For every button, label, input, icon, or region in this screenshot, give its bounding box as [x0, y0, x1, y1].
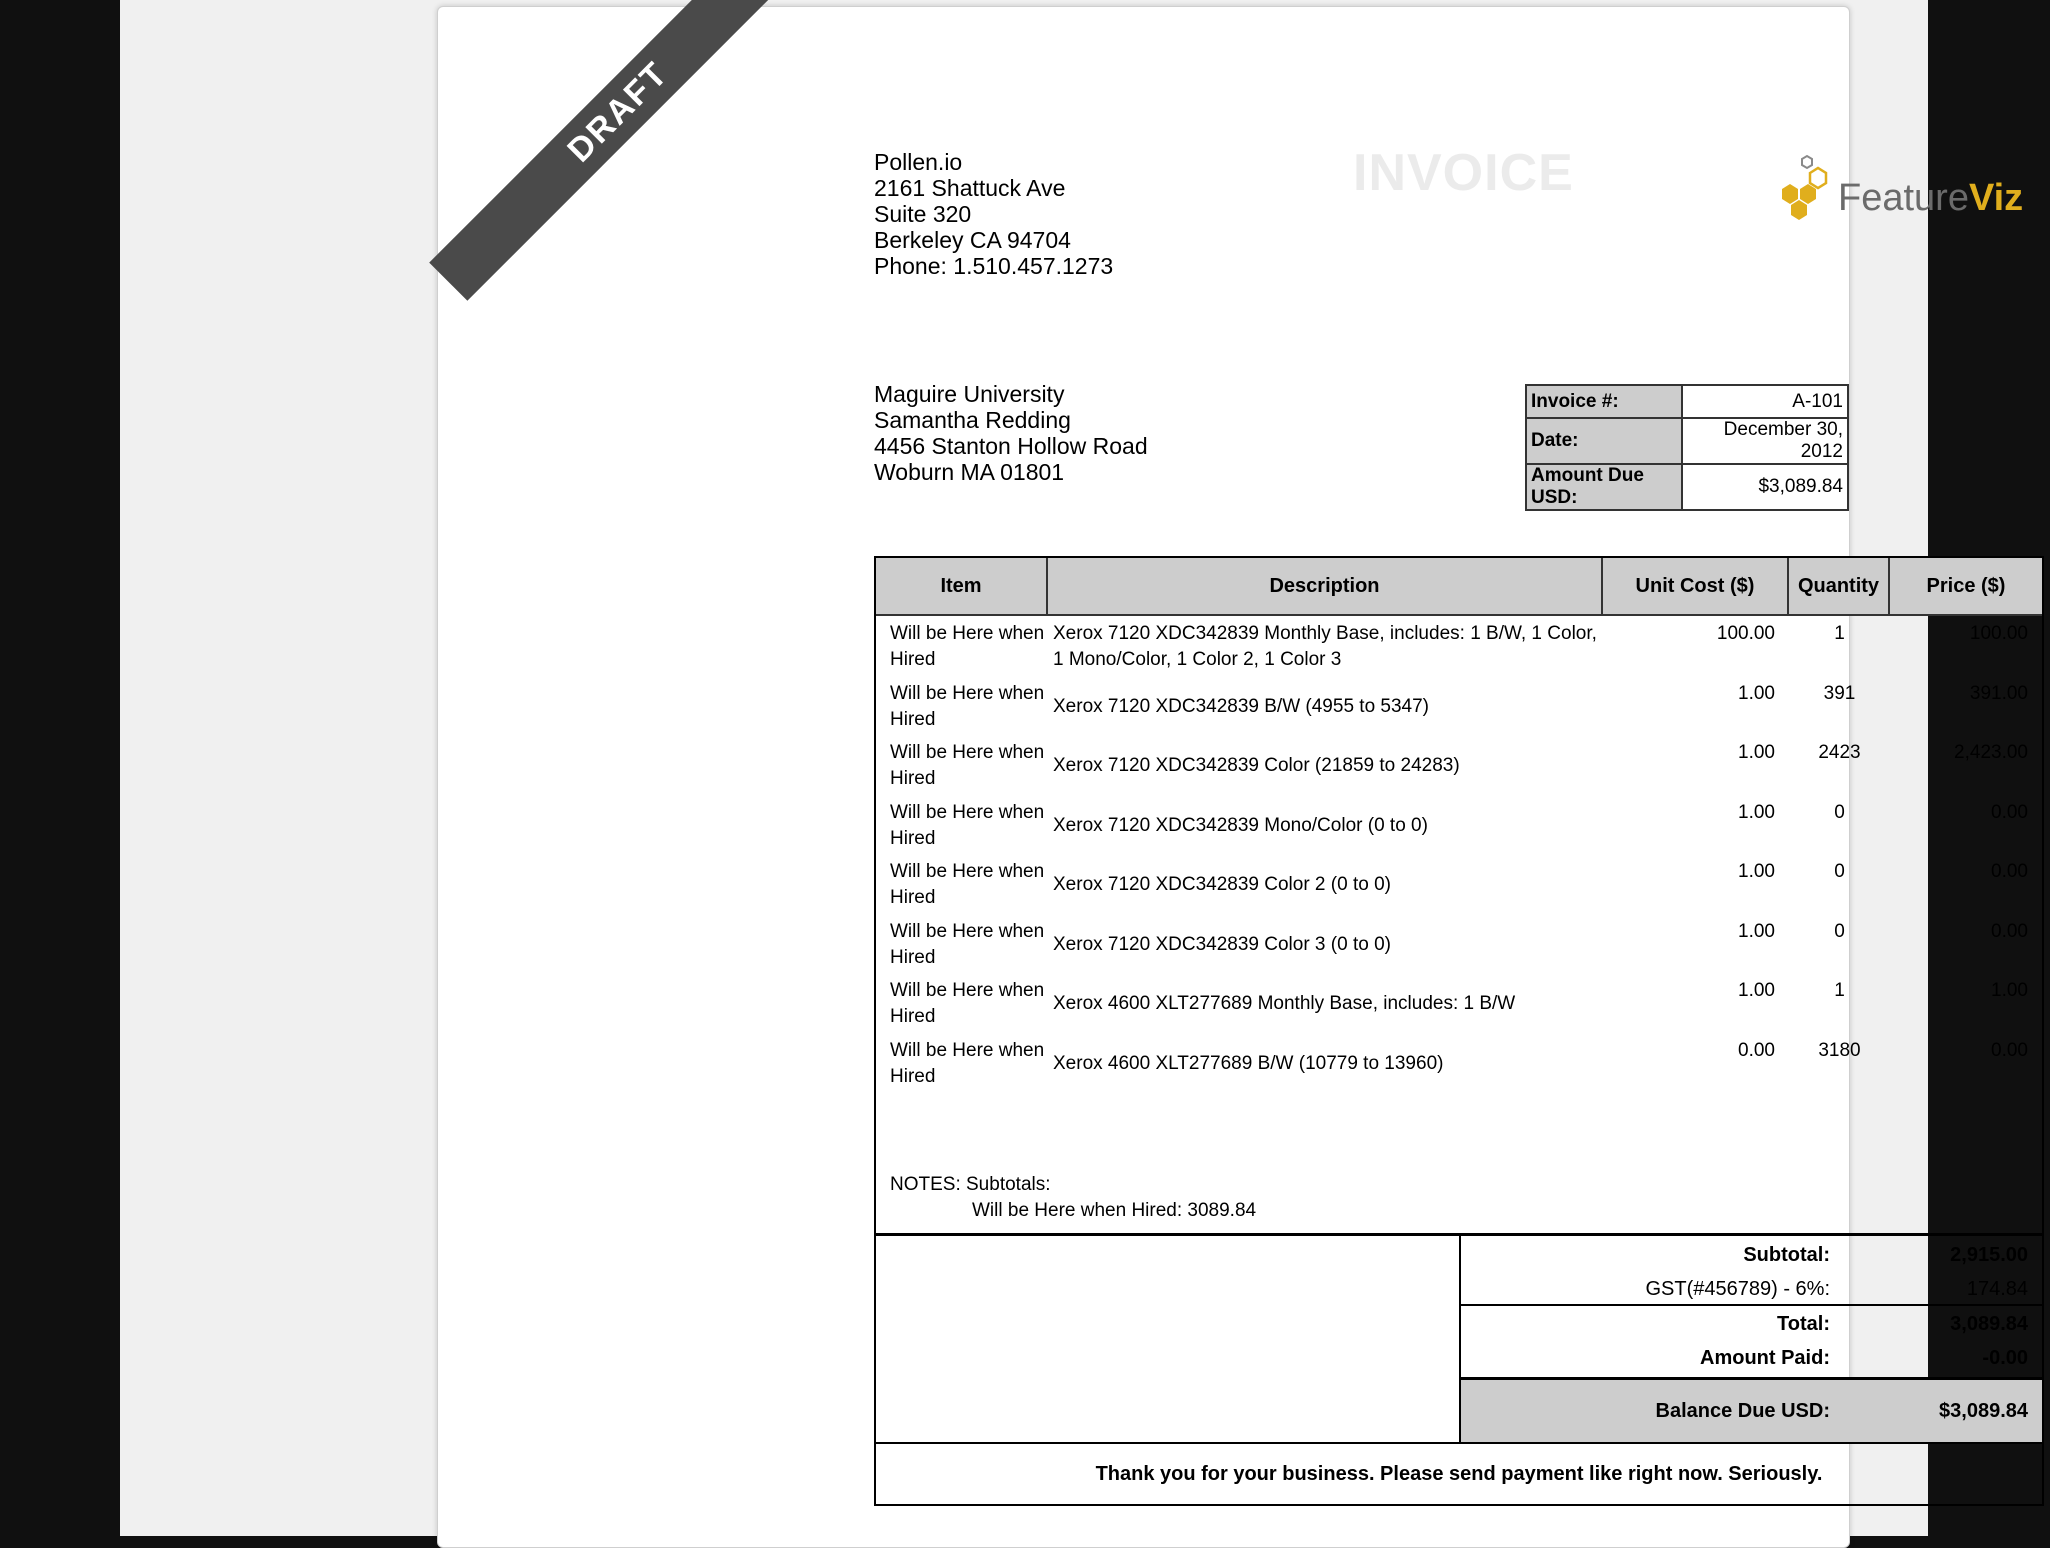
column-header-description: Description — [1048, 558, 1603, 614]
quantity-cell: 3180 — [1818, 1039, 1861, 1061]
item-cell: Will be Here when Hired — [890, 682, 1045, 730]
unit-cost-cell: 1.00 — [1738, 920, 1775, 942]
sender-phone: Phone: 1.510.457.1273 — [874, 253, 1114, 279]
column-header-item: Item — [876, 558, 1048, 614]
description-cell: Xerox 4600 XLT277689 Monthly Base, includes: 1 B/W — [1053, 993, 1516, 1014]
unit-cost-cell: 1.00 — [1738, 861, 1775, 882]
price-cell: 391.00 — [1969, 682, 2028, 704]
unit-cost-cell: 0.00 — [1738, 1039, 1775, 1061]
quantity-cell: 0 — [1834, 861, 1845, 882]
description-cell: Xerox 4600 XLT277689 B/W (10779 to 13960) — [1053, 1052, 1444, 1074]
totals-rule — [1461, 1304, 2042, 1306]
subtotal-row — [1461, 1238, 2042, 1272]
quantity-cell: 0 — [1834, 801, 1845, 823]
document-viewer — [120, 0, 2028, 1536]
logo-text-viz: Viz — [1968, 177, 2024, 219]
sender-city: Berkeley CA 94704 — [874, 227, 1071, 253]
meta-row — [1526, 464, 1848, 510]
amount-paid-row — [1461, 1341, 2042, 1375]
featureviz-logo — [1760, 153, 2050, 225]
table-row — [876, 1038, 2042, 1098]
item-cell: Will be Here when Hired — [890, 1039, 1045, 1087]
item-cell: Will be Here when Hired — [890, 980, 1045, 1027]
sender-name: Pollen.io — [874, 149, 963, 175]
table-row — [876, 621, 2042, 681]
balance-due-row — [1461, 1377, 2042, 1442]
subtotal-label: Subtotal: — [1743, 1244, 1830, 1266]
sender-address — [874, 149, 1113, 279]
notes-subtotal: Will be Here when Hired: 3089.84 — [972, 1200, 1257, 1221]
subtotal-value: 2,915.00 — [1950, 1244, 2028, 1266]
item-cell: Will be Here when Hired — [890, 742, 1045, 789]
table-row — [876, 978, 2042, 1038]
amount-paid-value: -0.00 — [1982, 1347, 2028, 1369]
meta-label: Invoice #: — [1526, 385, 1682, 418]
item-cell: Will be Here when Hired — [890, 801, 1045, 849]
description-cell: Xerox 7120 XDC342839 B/W (4955 to 5347) — [1053, 695, 1430, 717]
price-cell: 0.00 — [1991, 801, 2028, 823]
total-row — [1461, 1307, 2042, 1341]
column-header-price: Price ($) — [1926, 575, 2006, 597]
line-items-table — [874, 556, 2044, 1506]
bill-to-address — [874, 381, 1148, 485]
price-cell: 2,423.00 — [1954, 742, 2028, 763]
table-row — [876, 859, 2042, 919]
invoice-title: INVOICE — [1353, 144, 1574, 202]
table-header — [876, 558, 2042, 616]
meta-value: A-101 — [1682, 385, 1848, 418]
price-cell: 1.00 — [1991, 980, 2028, 1001]
table-row — [876, 919, 2042, 979]
quantity-cell: 2423 — [1818, 742, 1861, 763]
meta-label: Date: — [1526, 418, 1682, 464]
unit-cost-cell: 1.00 — [1738, 682, 1775, 704]
price-cell: 0.00 — [1991, 1039, 2028, 1061]
table-row — [876, 681, 2042, 741]
description-cell: Xerox 7120 XDC342839 Color (21859 to 24283) — [1053, 755, 1460, 776]
honeycomb-logo-icon — [1760, 153, 1832, 225]
notes — [890, 1172, 1256, 1224]
meta-row — [1526, 418, 1848, 464]
description-cell: Xerox 7120 XDC342839 Mono/Color (0 to 0) — [1053, 814, 1428, 836]
invoice-meta-table — [1525, 384, 1849, 511]
column-header-unit-cost: Unit Cost ($) — [1603, 558, 1789, 614]
quantity-cell: 0 — [1834, 920, 1845, 942]
description-cell: Xerox 7120 XDC342839 Monthly Base, includes: 1 B/W, 1 Color, 1 Mono/Color, 1 Color 2, 1 Color 3 — [1053, 623, 1597, 670]
recipient-org: Maguire University — [874, 381, 1065, 407]
quantity-cell: 1 — [1834, 980, 1845, 1001]
table-row — [876, 800, 2042, 860]
balance-due-value: $3,089.84 — [1939, 1400, 2028, 1422]
unit-cost-cell: 1.00 — [1738, 980, 1775, 1001]
item-cell: Will be Here when Hired — [890, 623, 1045, 670]
price-cell: 0.00 — [1991, 861, 2028, 882]
meta-value: $3,089.84 — [1682, 464, 1848, 510]
description-cell: Xerox 7120 XDC342839 Color 3 (0 to 0) — [1053, 933, 1391, 955]
price-cell: 0.00 — [1991, 920, 2028, 942]
recipient-street: 4456 Stanton Hollow Road — [874, 433, 1148, 459]
tax-row — [1461, 1272, 2042, 1306]
quantity-cell: 391 — [1823, 682, 1856, 704]
column-header-quantity: Quantity — [1789, 558, 1890, 614]
price-cell: 100.00 — [1969, 623, 2028, 644]
total-label: Total: — [1777, 1313, 1830, 1335]
quantity-cell: 1 — [1834, 623, 1845, 644]
logo-wordmark — [1838, 177, 2023, 220]
meta-label: Amount Due USD: — [1526, 464, 1682, 510]
meta-value: December 30, 2012 — [1682, 418, 1848, 464]
balance-due-label: Balance Due USD: — [1655, 1400, 1830, 1422]
description-cell: Xerox 7120 XDC342839 Color 2 (0 to 0) — [1053, 874, 1391, 895]
item-cell: Will be Here when Hired — [890, 861, 1045, 908]
unit-cost-cell: 1.00 — [1738, 801, 1775, 823]
item-cell: Will be Here when Hired — [890, 920, 1045, 968]
logo-text-feature: Feature — [1838, 177, 1969, 219]
notes-heading: NOTES: Subtotals: — [890, 1174, 1051, 1195]
sender-address-line2: Suite 320 — [874, 201, 972, 227]
meta-row — [1526, 385, 1848, 418]
total-value: 3,089.84 — [1950, 1313, 2028, 1335]
table-row — [876, 740, 2042, 800]
tax-value: 174.84 — [1966, 1278, 2028, 1300]
recipient-contact: Samantha Redding — [874, 407, 1071, 433]
invoice-page — [437, 6, 2028, 1548]
table-body — [876, 621, 2042, 1097]
unit-cost-cell: 1.00 — [1738, 742, 1775, 763]
sender-address-line1: 2161 Shattuck Ave — [874, 175, 1066, 201]
recipient-city: Woburn MA 01801 — [874, 459, 1065, 485]
amount-paid-label: Amount Paid: — [1700, 1347, 1830, 1369]
draft-ribbon: DRAFT — [429, 0, 807, 301]
thank-you-note: Thank you for your business. Please send payment like right now. Seriously. — [1095, 1463, 1823, 1485]
unit-cost-cell: 100.00 — [1716, 623, 1775, 644]
tax-label: GST(#456789) - 6%: — [1645, 1278, 1830, 1300]
